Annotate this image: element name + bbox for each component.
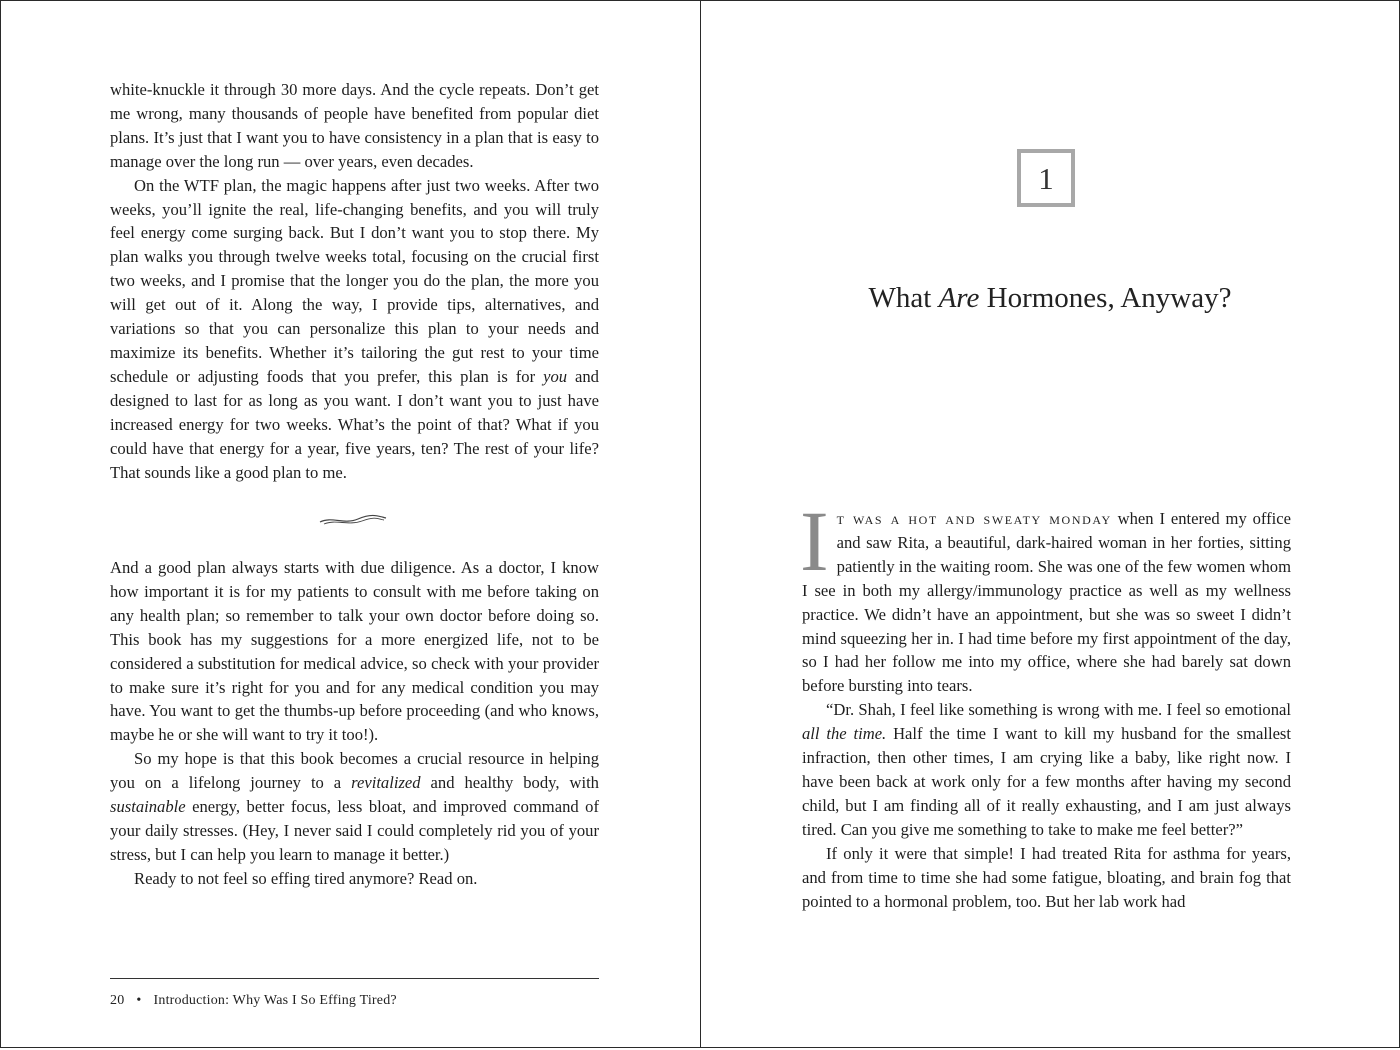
- paragraph: white-knuckle it through 30 more days. And the cycle repeats. Don’t get me wrong, many thousands of people have benefited from popular diet plans. It’s just that I want you to have consistency in a plan that is easy to manage over the long run — over years, even decades.: [110, 80, 599, 171]
- right-text-block: [800, 493, 1292, 913]
- left-page: [0, 0, 701, 1048]
- text-run: energy, better focus, less bloat, and improved command of your daily stresses. (Hey, I never said I could completely rid you of your stress, but I can help you learn to manage it better.): [110, 797, 599, 864]
- left-text-block-top: [110, 78, 599, 484]
- text-run: “Dr. Shah, I feel like something is wrong with me. I feel so emotional: [826, 700, 1291, 720]
- wave-ornament-icon: [318, 513, 388, 527]
- opening-smallcaps: t was a hot and sweaty monday: [836, 509, 1112, 528]
- opening-paragraph: [800, 493, 1292, 698]
- paragraph: And a good plan always starts with due diligence. As a doctor, I know how important it is for my patients to consult with me before taking on any health plan; so remember to talk your own doctor before doing so. This book has my suggestions for a more energized life, not to be considered a substitution for medical advice, so check with your provider to make sure it’s right for you and for any medical condition you may have. You want to get the thumbs-up before proceeding (and who knows, maybe he or she will want to try it too!).: [110, 558, 599, 745]
- paragraph: [110, 747, 599, 867]
- drop-cap: I: [800, 493, 829, 589]
- chapter-title: [700, 282, 1400, 315]
- text-run: when I entered my office and saw Rita, a beautiful, dark-haired woman in her forties, sitting patiently in the waiting room. She was one of the few women whom I see in both my allergy/immunology practice as well as my wellness practice. We didn’t have an appointment, but she was so sweet I didn’t mind squeezing her in. I had time before my first appointment of the day, so I had her follow me into my office, where she had barely sat down before bursting into tears.: [802, 509, 1292, 696]
- text-run: and healthy body, with: [430, 773, 599, 793]
- paragraph: [110, 174, 599, 485]
- text-run: and designed to last for as long as you want. I don’t want you to just have increased energy for two weeks. What’s the point of that? What if you could have that energy for a year, five years, ten? The rest of your life? That sounds like a good plan to me.: [110, 366, 599, 482]
- title-emphasis: Are: [938, 282, 980, 314]
- footer-rule: [110, 978, 599, 979]
- left-text-block-bottom: [110, 556, 599, 891]
- paragraph: [802, 698, 1291, 841]
- chapter-number: [1017, 149, 1075, 207]
- text-run: So my hope is that this book becomes a crucial resource in helping you on a lifelong journey to a: [110, 749, 599, 793]
- title-text: What: [868, 282, 932, 314]
- text-run: Half the time I want to kill my husband for the smallest infraction, then other times, I am crying like a baby, like right now. I have been back at work only for a few months after having my second child, but I am finding all of it really exhausting, and I am just always tired. Can you give me something to take to make me feel better?”: [802, 724, 1292, 839]
- page-number: 20: [110, 993, 125, 1008]
- emphasis: all the time.: [802, 724, 887, 744]
- bullet-separator: •: [136, 993, 142, 1008]
- running-head: Introduction: Why Was I So Effing Tired?: [153, 993, 397, 1008]
- paragraph: If only it were that simple! I had treated Rita for asthma for years, and from time to time she had some fatigue, bloating, and brain fog that pointed to a hormonal problem, too. But her lab work had: [802, 843, 1291, 911]
- page-footer: [110, 993, 397, 1009]
- emphasis: revitalized: [351, 773, 421, 793]
- text-run: On the WTF plan, the magic happens after just two weeks. After two weeks, you’ll ignite the real, life-changing benefits, and you will truly feel energy come surging back. But I don’t want you to stop there. My plan walks you through twelve weeks total, focusing on the crucial first two weeks, and I promise that the longer you do the plan, the more you will get out of it. Along the way, I provide tips, alternatives, and variations so that you can personalize this plan to your needs and maximize its benefits. Whether it’s tailoring the gut rest to your time schedule or adjusting foods that you prefer, this plan is for: [110, 175, 599, 386]
- emphasis: you: [543, 366, 568, 386]
- chapter-number-text: 1: [1038, 160, 1054, 196]
- paragraph: Ready to not feel so effing tired anymore? Read on.: [134, 868, 478, 888]
- title-text: Hormones, Anyway?: [986, 282, 1232, 314]
- emphasis: sustainable: [110, 797, 186, 817]
